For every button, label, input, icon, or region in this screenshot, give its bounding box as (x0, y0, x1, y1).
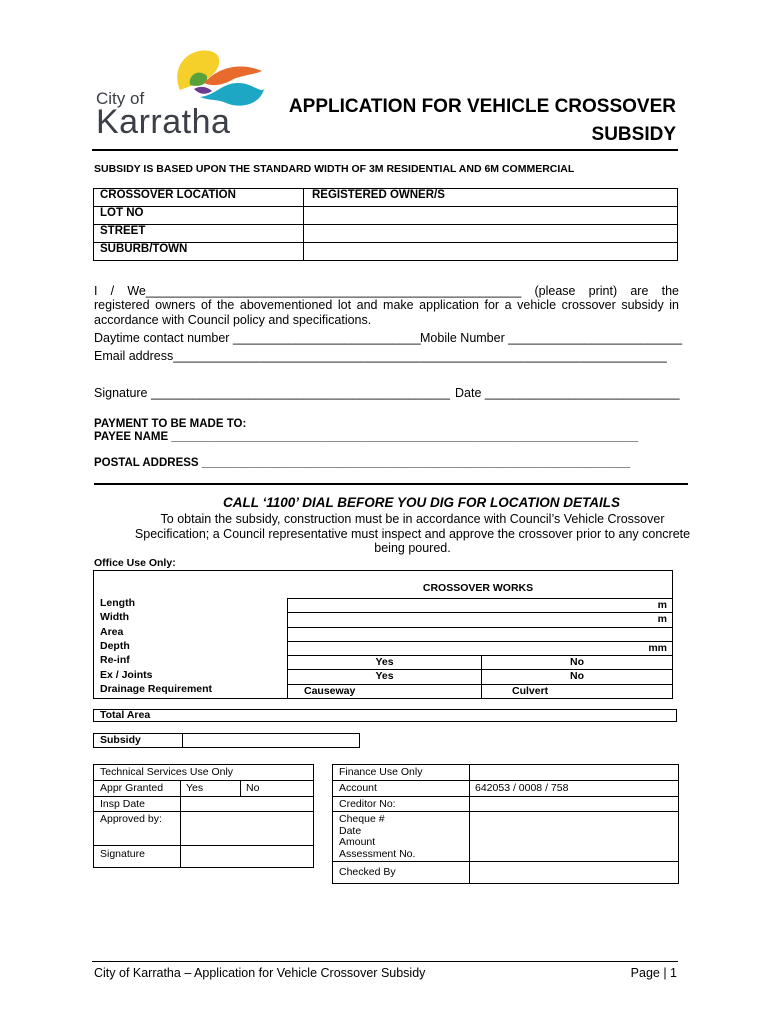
footer-page-number: Page | 1 (630, 966, 677, 980)
technical-signature-label: Signature (100, 848, 145, 860)
declaration-line-3: accordance with Council policy and specifications. (94, 313, 372, 327)
street-label: STREET (94, 225, 304, 243)
call-before-you-dig-heading: CALL ‘1100’ DIAL BEFORE YOU DIG FOR LOCATION DETAILS (222, 495, 621, 510)
owner-field-2[interactable] (304, 225, 678, 243)
notice-line-1: To obtain the subsidy, construction must be in accordance with Council’s Vehicle Crossover (160, 512, 665, 526)
depth-label: Depth (100, 640, 130, 652)
finance-date-label: Date (339, 825, 362, 837)
amount-label: Amount (339, 836, 376, 848)
footer-rule (92, 961, 678, 962)
crossover-works-heading: CROSSOVER WORKS (422, 582, 534, 594)
area-label: Area (100, 626, 124, 638)
payment-rule (94, 483, 688, 485)
location-table (93, 188, 678, 261)
length-unit: m (657, 599, 667, 611)
mobile-number-field[interactable]: Mobile Number _________________________ (420, 331, 683, 345)
ex-joints-label: Ex / Joints (100, 669, 153, 681)
subsidy-note: SUBSIDY IS BASED UPON THE STANDARD WIDTH OF 3M RESIDENTIAL AND 6M COMMERCIAL (94, 163, 575, 175)
causeway-option[interactable]: Causeway (304, 685, 356, 697)
appr-granted-label: Appr Granted (100, 782, 164, 794)
owner-field-3[interactable] (304, 243, 678, 261)
registered-owner-header: REGISTERED OWNER/S (304, 189, 678, 207)
finance-heading: Finance Use Only (339, 766, 423, 778)
declaration-line-2: registered owners of the abovementioned lot and make application for a vehicle crossover subsidy in (94, 298, 679, 312)
checked-by-label: Checked By (339, 866, 396, 878)
creditor-label: Creditor No: (339, 798, 396, 810)
technical-heading: Technical Services Use Only (100, 766, 234, 778)
reinf-no[interactable]: No (570, 656, 584, 668)
title-line-2: SUBSIDY (591, 124, 676, 145)
postal-address-field[interactable]: POSTAL ADDRESS ___________________________________________________________________ (94, 457, 631, 469)
culvert-option[interactable]: Culvert (512, 685, 549, 697)
assessment-label: Assessment No. (339, 848, 416, 860)
city-logo (96, 45, 276, 145)
logo-name: Karratha (96, 103, 231, 141)
owner-field-1[interactable] (304, 207, 678, 225)
joints-no[interactable]: No (570, 670, 584, 682)
reinf-yes[interactable]: Yes (375, 656, 394, 668)
notice-line-2: Specification; a Council representative must inspect and approve the crossover prior to any concrete (134, 527, 691, 541)
account-label: Account (339, 782, 377, 794)
finance-box (332, 764, 679, 884)
crossover-location-label: CROSSOVER LOCATION (94, 189, 304, 207)
appr-no[interactable]: No (246, 782, 260, 794)
title-line-1: APPLICATION FOR VEHICLE CROSSOVER (288, 96, 676, 117)
approved-by-label: Approved by: (100, 813, 162, 825)
total-area-row (93, 709, 677, 722)
declaration-line-1[interactable]: I / We______________________________________________________ (please print) are the (94, 284, 679, 298)
logo-city-of: City of (96, 89, 145, 108)
width-label: Width (100, 611, 130, 623)
account-value: 642053 / 0008 / 758 (475, 782, 569, 794)
works-value-grid (287, 598, 673, 699)
total-area-label: Total Area (100, 709, 151, 721)
cheque-label: Cheque # (339, 813, 385, 825)
notice-line-3: being poured. (374, 541, 451, 555)
payee-name-field[interactable]: PAYEE NAME _________________________________________________________________________ (94, 431, 639, 443)
office-use-label: Office Use Only: (94, 557, 176, 569)
depth-unit: mm (648, 642, 667, 654)
lot-no-label: LOT NO (94, 207, 304, 225)
drainage-label: Drainage Requirement (100, 683, 213, 695)
subsidy-label: Subsidy (100, 734, 141, 746)
insp-date-label: Insp Date (100, 798, 145, 810)
appr-yes[interactable]: Yes (186, 782, 204, 794)
daytime-contact-field[interactable]: Daytime contact number ___________________________ (94, 331, 421, 345)
joints-yes[interactable]: Yes (375, 670, 394, 682)
suburb-town-label: SUBURB/TOWN (94, 243, 304, 261)
technical-services-box (93, 764, 314, 868)
footer-left: City of Karratha – Application for Vehicle Crossover Subsidy (94, 966, 426, 980)
width-unit: m (657, 613, 667, 625)
crossover-works-box (93, 570, 673, 699)
email-field[interactable]: Email address_______________________________________________________________________ (94, 349, 667, 363)
reinf-label: Re-inf (100, 654, 130, 666)
signature-field[interactable]: Signature ___________________________________________ (94, 386, 450, 400)
page-title (270, 93, 676, 149)
subsidy-row (93, 733, 360, 748)
payment-heading: PAYMENT TO BE MADE TO: (94, 418, 247, 430)
title-rule (92, 149, 678, 151)
length-label: Length (100, 597, 135, 609)
date-field[interactable]: Date ____________________________ (455, 386, 680, 400)
